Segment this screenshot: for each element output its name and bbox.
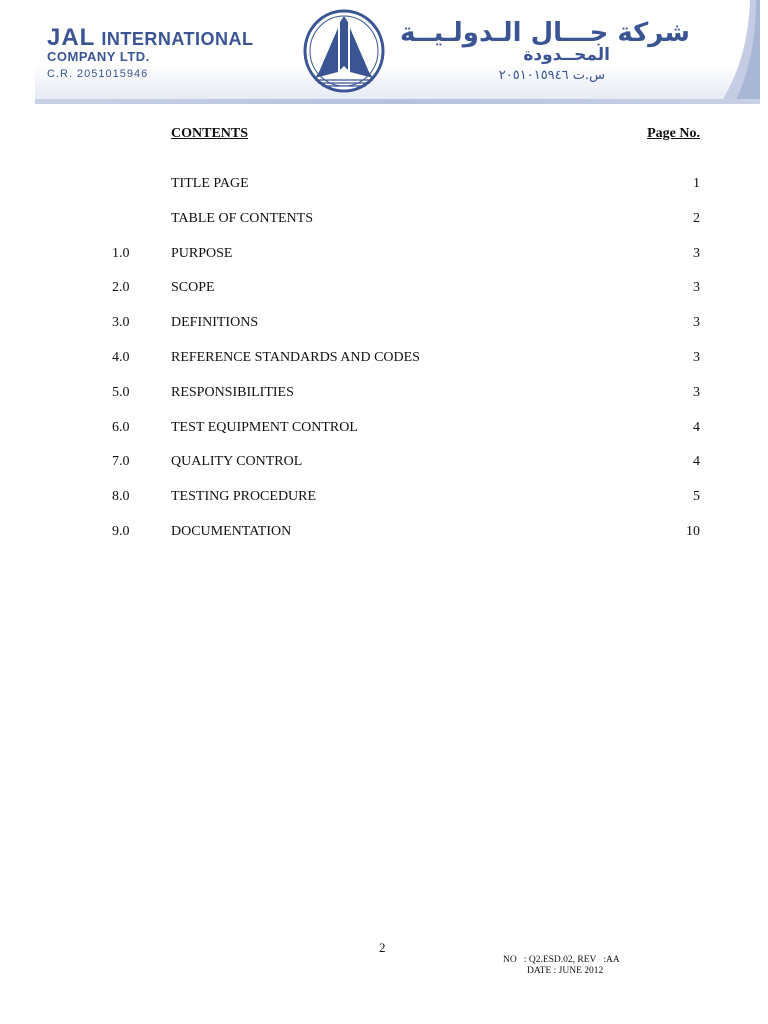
company-name-line2: COMPANY LTD.: [47, 49, 150, 64]
toc-page: 3: [693, 349, 700, 365]
letterhead-stripe: [35, 99, 760, 104]
doc-date-line: DATE : JUNE 2012: [527, 966, 604, 976]
company-name-rest: INTERNATIONAL: [101, 29, 254, 49]
company-name-ar-sub: المحــدودة: [523, 45, 610, 65]
toc-page: 3: [693, 384, 700, 400]
document-reference: [503, 955, 620, 977]
doc-number-line: NO : Q2.ESD.02, REV :AA: [503, 955, 620, 965]
toc-page: 4: [693, 419, 700, 435]
toc-title: PURPOSE: [171, 245, 233, 261]
toc-row-responsibilities[interactable]: [0, 385, 768, 420]
toc-title: QUALITY CONTROL: [171, 454, 303, 470]
toc-number: 6.0: [112, 419, 130, 435]
toc-title: TITLE PAGE: [171, 176, 249, 191]
contents-heading: CONTENTS: [171, 126, 249, 141]
letterhead-corner-swoosh: [720, 0, 760, 104]
toc-number: 8.0: [112, 489, 130, 505]
toc-title: RESPONSIBILITIES: [171, 384, 294, 400]
toc-row-purpose[interactable]: [0, 246, 768, 281]
toc-number: 4.0: [112, 349, 130, 365]
toc-number: 1.0: [112, 245, 130, 261]
toc-title: REFERENCE STANDARDS AND CODES: [171, 349, 420, 365]
toc-title: TABLE OF CONTENTS: [171, 210, 313, 226]
toc-page: 4: [693, 454, 700, 470]
toc-number: 9.0: [112, 523, 130, 539]
toc-page: 5: [693, 489, 700, 505]
toc-page: 3: [693, 245, 700, 261]
toc-row-quality-control[interactable]: [0, 454, 768, 489]
company-name-ar: شركة جـــال الـدولـيــة: [400, 18, 690, 48]
toc-row-definitions[interactable]: [0, 315, 768, 350]
toc-row-testing-procedure[interactable]: [0, 489, 768, 524]
toc-title: DOCUMENTATION: [171, 523, 292, 539]
toc-row-reference-standards[interactable]: [0, 350, 768, 385]
toc-title: SCOPE: [171, 280, 215, 296]
toc-number: 7.0: [112, 454, 130, 470]
jal-emblem-icon: [301, 8, 387, 94]
toc-number: 3.0: [112, 315, 130, 331]
company-cr-ar: س.ت ٢٠٥١٠١٥٩٤٦: [498, 68, 605, 83]
toc-page: 10: [686, 523, 700, 539]
toc-row-table-of-contents[interactable]: [0, 211, 768, 246]
company-cr-en: C.R. 2051015946: [47, 68, 149, 80]
company-name-main: JAL: [47, 24, 96, 51]
toc-page: 3: [693, 280, 700, 296]
toc-number: 2.0: [112, 280, 130, 296]
toc-title: DEFINITIONS: [171, 315, 259, 331]
toc-page: 2: [693, 210, 700, 226]
toc-title: TESTING PROCEDURE: [171, 489, 317, 505]
toc-row-scope[interactable]: [0, 280, 768, 315]
toc-row-documentation[interactable]: [0, 524, 768, 559]
page-number: 2: [379, 940, 386, 955]
toc-page: 3: [693, 315, 700, 331]
toc-list: [0, 176, 768, 559]
toc-row-test-equipment-control[interactable]: [0, 420, 768, 455]
toc-page: 1: [693, 176, 700, 191]
toc-number: 5.0: [112, 384, 130, 400]
toc-row-title-page[interactable]: [0, 176, 768, 211]
letterhead: [35, 0, 760, 104]
page-no-heading: Page No.: [647, 126, 700, 141]
company-name-en: [47, 24, 254, 52]
toc-title: TEST EQUIPMENT CONTROL: [171, 419, 358, 435]
